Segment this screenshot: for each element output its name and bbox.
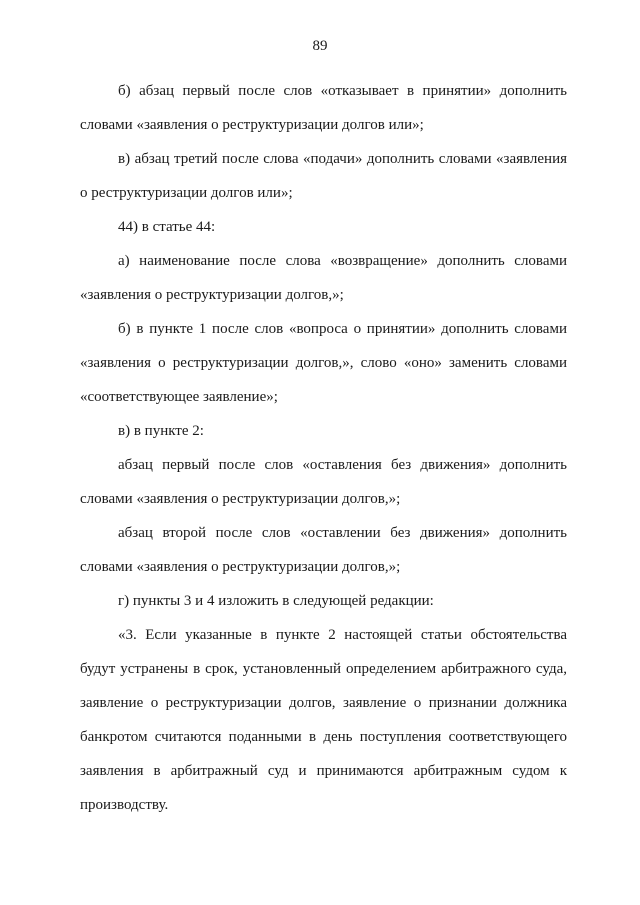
document-body bbox=[80, 74, 567, 822]
paragraph-v-third-abzac: в) абзац третий после слова «подачи» дополнить словами «заявления о реструктуризации долгов или»; bbox=[80, 151, 567, 201]
paragraph-a-title: а) наименование после слова «возвращение» дополнить словами «заявления о реструктуризации долгов,»; bbox=[80, 253, 567, 303]
paragraph-point-3-text: «3. Если указанные в пункте 2 настоящей статьи обстоятельства будут устранены в срок, установленный определением арбитражного суда, заявление о реструктуризации долгов, заявление о признании должника банкротом считаются поданными в день поступления соответствующего заявления в арбитражный суд и принимаются арбитражным судом к производству. bbox=[80, 627, 567, 813]
paragraph-v-point-2: в) в пункте 2: bbox=[118, 423, 204, 439]
page-number: 89 bbox=[312, 38, 328, 54]
paragraph-b-first-abzac: б) абзац первый после слов «отказывает в принятии» дополнить словами «заявления о реструктуризации долгов или»; bbox=[80, 83, 567, 133]
paragraph-item-44: 44) в статье 44: bbox=[118, 219, 216, 235]
paragraph-b-point-1: б) в пункте 1 после слов «вопроса о принятии» дополнить словами «заявления о реструктуризации долгов,», слово «оно» заменить словами «соответствующее заявление»; bbox=[80, 321, 567, 405]
paragraph-abzac-first: абзац первый после слов «оставления без движения» дополнить словами «заявления о реструктуризации долгов,»; bbox=[80, 457, 567, 507]
paragraph-abzac-second: абзац второй после слов «оставлении без движения» дополнить словами «заявления о реструктуризации долгов,»; bbox=[80, 525, 567, 575]
paragraph-g-points-3-4: г) пункты 3 и 4 изложить в следующей редакции: bbox=[118, 593, 434, 609]
